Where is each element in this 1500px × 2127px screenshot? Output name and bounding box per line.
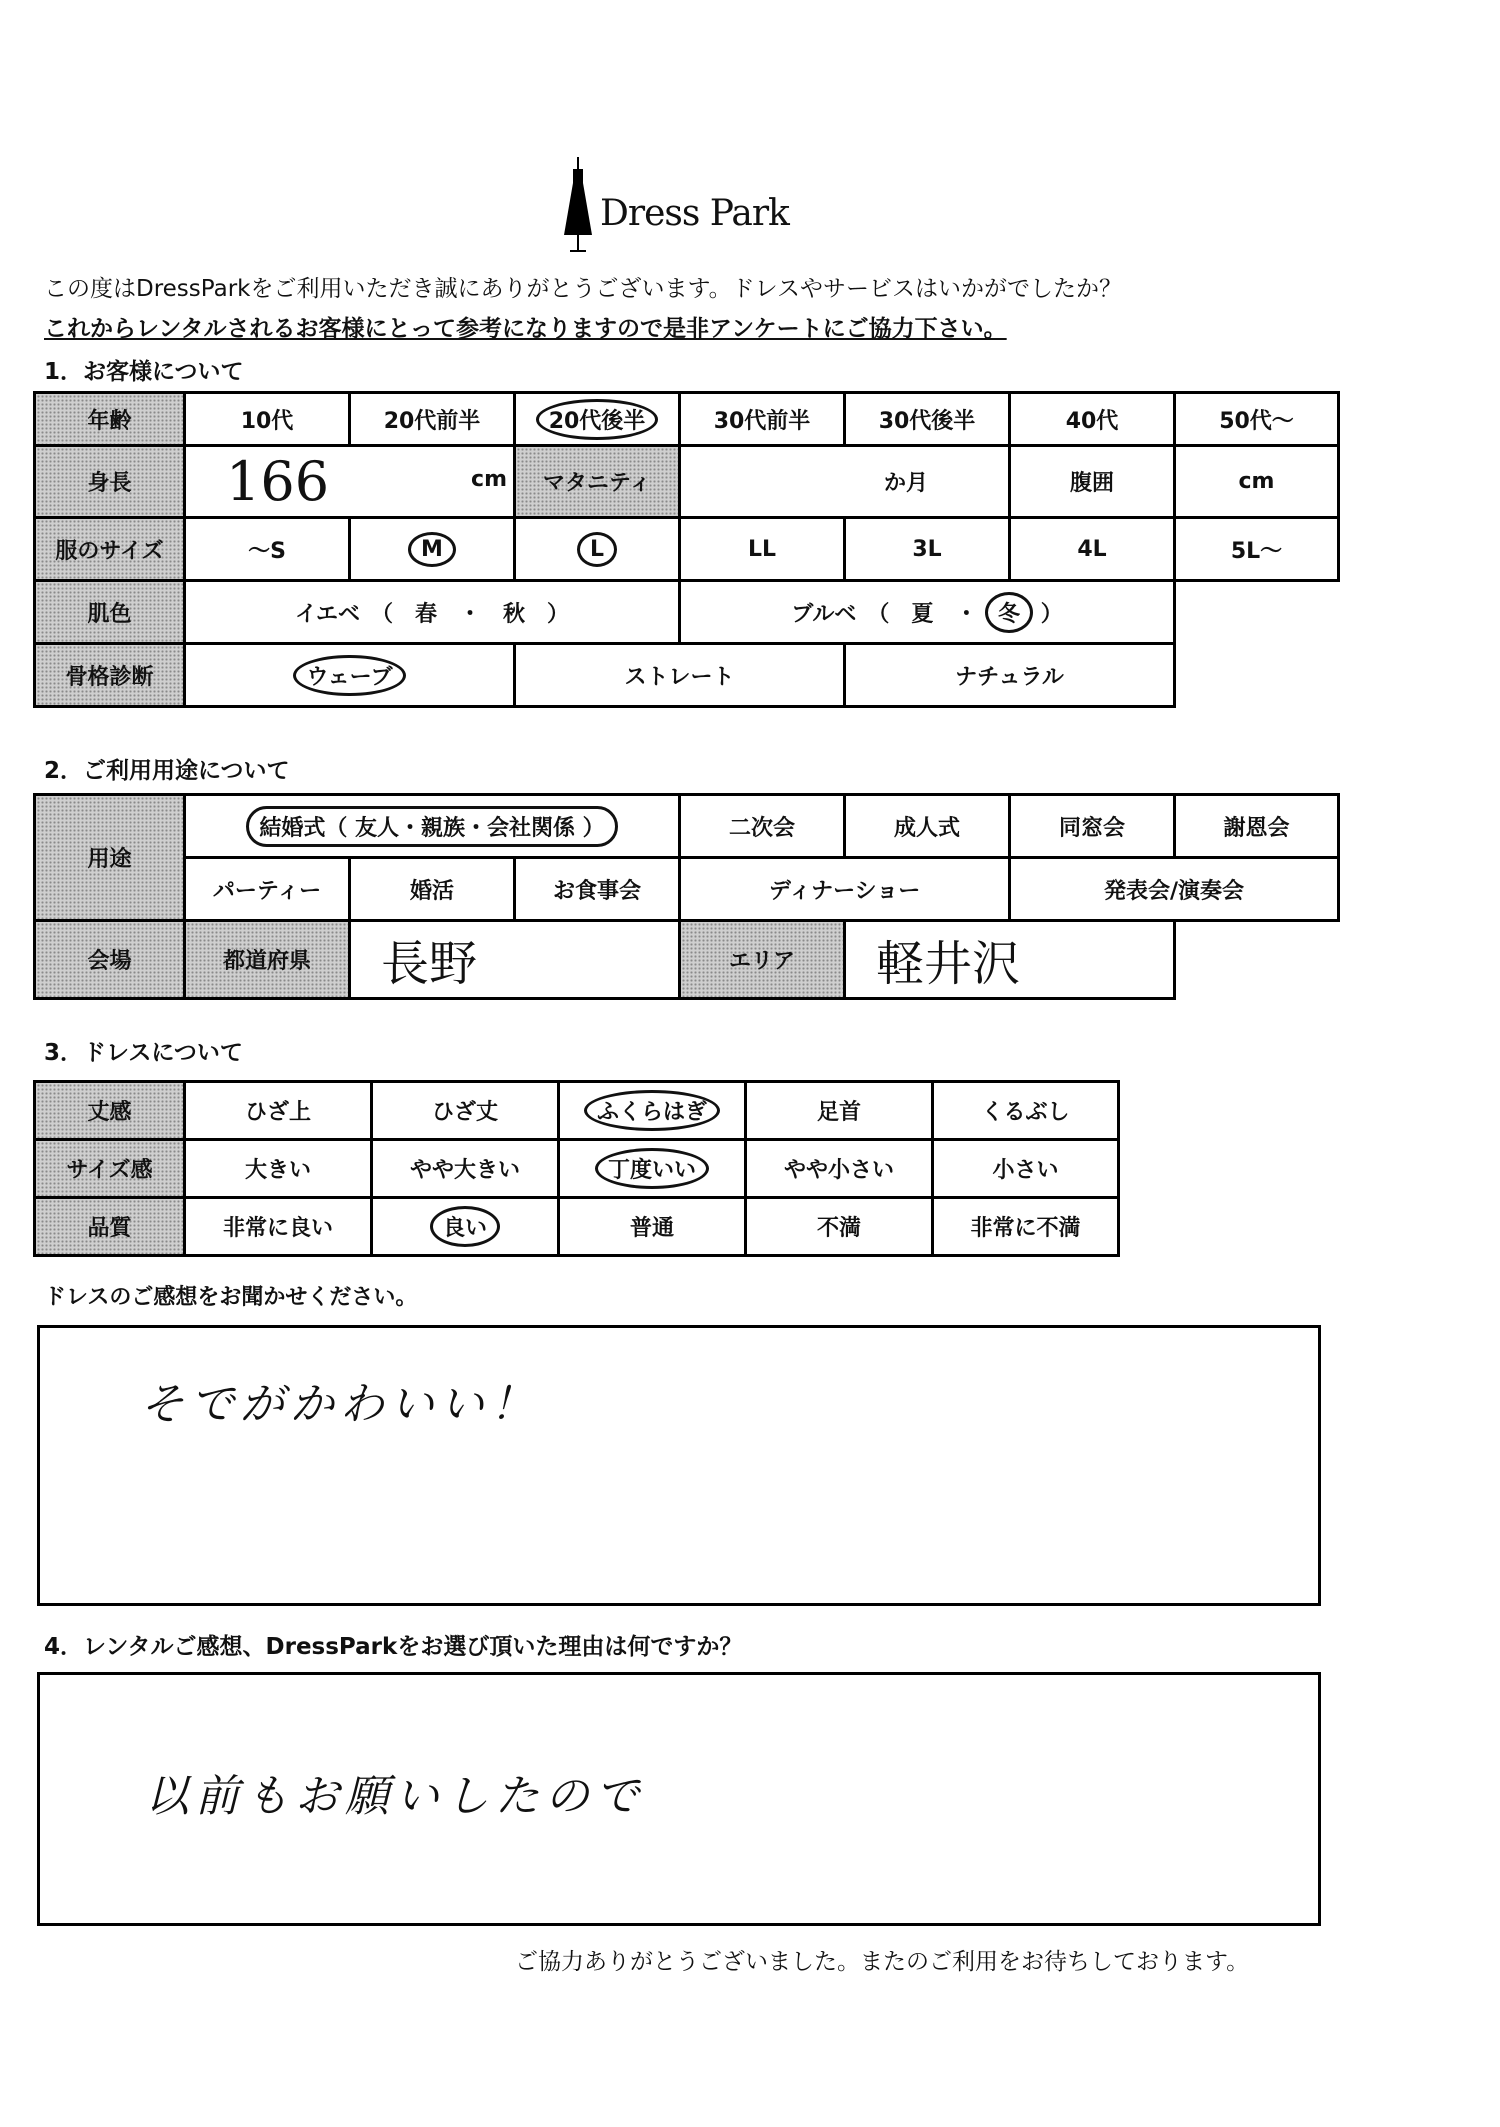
quality-option[interactable]: 非常に不満 [933, 1198, 1119, 1256]
size-option[interactable]: 5L～ [1175, 518, 1339, 581]
circle-mark: L [577, 532, 617, 567]
maternity-label: マタニティ [515, 446, 680, 518]
length-label: 丈感 [35, 1082, 185, 1140]
age-option[interactable]: 30代後半 [845, 393, 1010, 446]
quality-label: 品質 [35, 1198, 185, 1256]
reason-box[interactable] [37, 1672, 1321, 1926]
length-option[interactable]: ひざ丈 [372, 1082, 559, 1140]
circle-mark: 丁度いい [595, 1148, 709, 1189]
circle-mark: ふくらはぎ [584, 1090, 720, 1131]
circle-mark: ウェーブ [293, 655, 405, 696]
maternity-months[interactable]: か月 [680, 446, 1010, 518]
height-unit: cm [471, 467, 507, 492]
quality-option-selected[interactable] [372, 1198, 559, 1256]
length-option-selected[interactable] [559, 1082, 746, 1140]
age-option[interactable]: 30代前半 [680, 393, 845, 446]
fit-option[interactable]: やや小さい [746, 1140, 933, 1198]
usage-table [33, 793, 1340, 1000]
age-option-selected[interactable] [515, 393, 680, 446]
use-option[interactable]: お食事会 [515, 858, 680, 921]
prefecture-label: 都道府県 [185, 921, 350, 999]
height-field[interactable] [185, 446, 515, 518]
reason-text: 以前もお願いしたので [145, 1771, 645, 1822]
logo-text: Dress Park [600, 193, 789, 234]
use-option[interactable]: 同窓会 [1010, 795, 1175, 858]
quality-option[interactable]: 非常に良い [185, 1198, 372, 1256]
use-option[interactable]: 謝恩会 [1175, 795, 1339, 858]
area-label: エリア [680, 921, 845, 999]
dress-table [33, 1080, 1120, 1257]
use-option[interactable]: 発表会/演奏会 [1010, 858, 1339, 921]
skin-blue-prefix: ブルベ （ 夏 ・ [791, 601, 978, 627]
age-option[interactable]: 10代 [185, 393, 350, 446]
use-option[interactable]: 成人式 [845, 795, 1010, 858]
impression-box[interactable] [37, 1325, 1321, 1606]
quality-option[interactable]: 普通 [559, 1198, 746, 1256]
venue-label: 会場 [35, 921, 185, 999]
skin-label: 肌色 [35, 581, 185, 644]
area-value: 軽井沢 [876, 936, 1021, 992]
intro-line-1: この度はDressParkをご利用いただき誠にありがとうございます。ドレスやサービスはいかがでしたか？ [44, 276, 1122, 302]
empty-cell [1175, 921, 1339, 999]
length-option[interactable]: くるぶし [933, 1082, 1119, 1140]
age-label: 年齢 [35, 393, 185, 446]
size-option-selected[interactable] [515, 518, 680, 581]
circle-mark: 冬 [985, 592, 1033, 633]
impression-title: ドレスのご感想をお聞かせください。 [44, 1285, 418, 1310]
size-option[interactable]: ～S [185, 518, 350, 581]
skeleton-option-selected[interactable] [185, 644, 515, 707]
section4-title: 4．レンタルご感想、DressParkをお選び頂いた理由は何ですか？ [44, 1634, 743, 1660]
waist-unit[interactable]: cm [1175, 446, 1339, 518]
section3-title: 3．ドレスについて [44, 1040, 243, 1066]
intro-line-2: これからレンタルされるお客様にとって参考になりますので是非アンケートにご協力下さい。 [44, 316, 1007, 342]
size-option[interactable]: 3L [845, 518, 1010, 581]
use-option[interactable]: ディナーショー [680, 858, 1010, 921]
age-option[interactable]: 50代～ [1175, 393, 1339, 446]
use-label: 用途 [35, 795, 185, 921]
size-label: 服のサイズ [35, 518, 185, 581]
section2-title: 2．ご利用用途について [44, 758, 290, 784]
length-option[interactable]: 足首 [746, 1082, 933, 1140]
fit-option[interactable]: やや大きい [372, 1140, 559, 1198]
section1-title: 1．お客様について [44, 359, 244, 385]
fit-option[interactable]: 大きい [185, 1140, 372, 1198]
skeleton-option[interactable]: ナチュラル [845, 644, 1175, 707]
size-option[interactable]: LL [680, 518, 845, 581]
circle-mark: 良い [430, 1206, 500, 1247]
impression-text: そでがかわいい！ [140, 1379, 540, 1430]
skeleton-option[interactable]: ストレート [515, 644, 845, 707]
empty-cell [1175, 581, 1339, 644]
use-option-selected[interactable] [185, 795, 680, 858]
skin-blue[interactable] [680, 581, 1175, 644]
use-option[interactable]: パーティー [185, 858, 350, 921]
size-option-selected[interactable] [350, 518, 515, 581]
area-field[interactable] [845, 921, 1175, 999]
skin-blue-suffix: ） [1040, 601, 1063, 627]
fit-option[interactable]: 小さい [933, 1140, 1119, 1198]
closing-message: ご協力ありがとうございました。またのご利用をお待ちしております。 [515, 1949, 1250, 1975]
prefecture-field[interactable] [350, 921, 680, 999]
dress-icon [560, 155, 600, 255]
fit-option-selected[interactable] [559, 1140, 746, 1198]
empty-cell [1175, 644, 1339, 707]
quality-option[interactable]: 不満 [746, 1198, 933, 1256]
size-option[interactable]: 4L [1010, 518, 1175, 581]
skin-yellow[interactable]: イエベ （ 春 ・ 秋 ） [185, 581, 680, 644]
fit-label: サイズ感 [35, 1140, 185, 1198]
circle-mark: 結婚式（ 友人・親族・会社関係 ） [246, 806, 617, 847]
prefecture-value: 長野 [381, 936, 478, 992]
customer-table [33, 391, 1340, 708]
circle-mark: 20代後半 [536, 399, 659, 440]
height-value: 166 [226, 450, 330, 513]
waist-label: 腹囲 [1010, 446, 1175, 518]
use-option[interactable]: 二次会 [680, 795, 845, 858]
dresspark-logo [560, 155, 800, 265]
length-option[interactable]: ひざ上 [185, 1082, 372, 1140]
circle-mark: M [408, 532, 456, 567]
skeleton-label: 骨格診断 [35, 644, 185, 707]
height-label: 身長 [35, 446, 185, 518]
age-option[interactable]: 20代前半 [350, 393, 515, 446]
age-option[interactable]: 40代 [1010, 393, 1175, 446]
use-option[interactable]: 婚活 [350, 858, 515, 921]
